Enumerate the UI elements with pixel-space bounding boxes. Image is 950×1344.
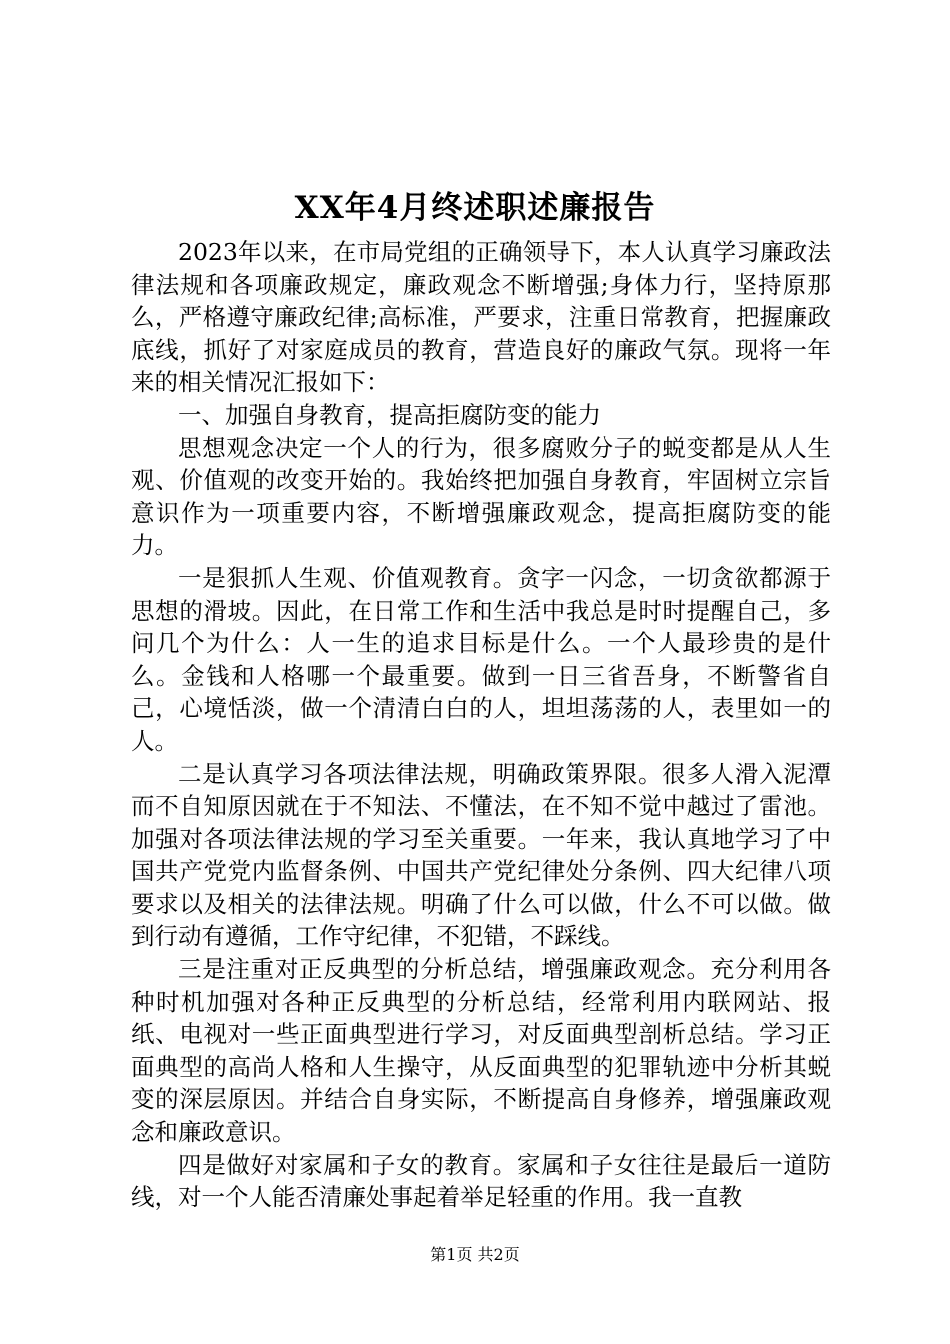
paragraph-section-1: 思想观念决定一个人的行为，很多腐败分子的蜕变都是从人生观、价值观的改变开始的。我始终把加强自身教育，牢固树立宗旨意识作为一项重要内容，不断增强廉政观念，提高拒腐防变的能力。 bbox=[131, 433, 831, 560]
paragraph-intro: 2023年以来，在市局党组的正确领导下，本人认真学习廉政法律法规和各项廉政规定，廉政观念不断增强;身体力行，坚持原那么，严格遵守廉政纪律;高标准，严要求，注重日常教育，把握廉政底线，抓好了对家庭成员的教育，营造良好的廉政气氛。现将一年来的相关情况汇报如下： bbox=[131, 238, 831, 397]
paragraph-point-3: 三是注重对正反典型的分析总结，增强廉政观念。充分利用各种时机加强对各种正反典型的分析总结，经常利用内联网站、报纸、电视对一些正面典型进行学习，对反面典型剖析总结。学习正面典型的高尚人格和人生操守，从反面典型的犯罪轨迹中分析其蜕变的深层原因。并结合自身实际，不断提高自身修养，增强廉政观念和廉政意识。 bbox=[131, 955, 831, 1147]
page-footer: 第1页 共2页 bbox=[430, 1245, 520, 1264]
document-body bbox=[131, 236, 831, 1214]
paragraph-point-2: 二是认真学习各项法律法规，明确政策界限。很多人滑入泥潭而不自知原因就在于不知法、不懂法，在不知不觉中越过了雷池。加强对各项法律法规的学习至关重要。一年来，我认真地学习了中国共产党党内监督条例、中国共产党纪律处分条例、四大纪律八项要求以及相关的法律法规。明确了什么可以做，什么不可以做。做到行动有遵循，工作守纪律，不犯错，不踩线。 bbox=[131, 759, 831, 951]
paragraph-point-4: 四是做好对家属和子女的教育。家属和子女往往是最后一道防线，对一个人能否清廉处事起着举足轻重的作用。我一直教 bbox=[131, 1150, 831, 1212]
paragraph-point-1: 一是狠抓人生观、价值观教育。贪字一闪念，一切贪欲都源于思想的滑坡。因此，在日常工作和生活中我总是时时提醒自己，多问几个为什么：人一生的追求目标是什么。一个人最珍贵的是什么。金钱和人格哪一个最重要。做到一日三省吾身，不断警省自己，心境恬淡，做一个清清白白的人，坦坦荡荡的人，表里如一的人。 bbox=[131, 563, 831, 755]
section-heading-1: 一、加强自身教育，提高拒腐防变的能力 bbox=[178, 400, 601, 429]
document-title: XX年4月终述职述廉报告 bbox=[294, 190, 656, 226]
